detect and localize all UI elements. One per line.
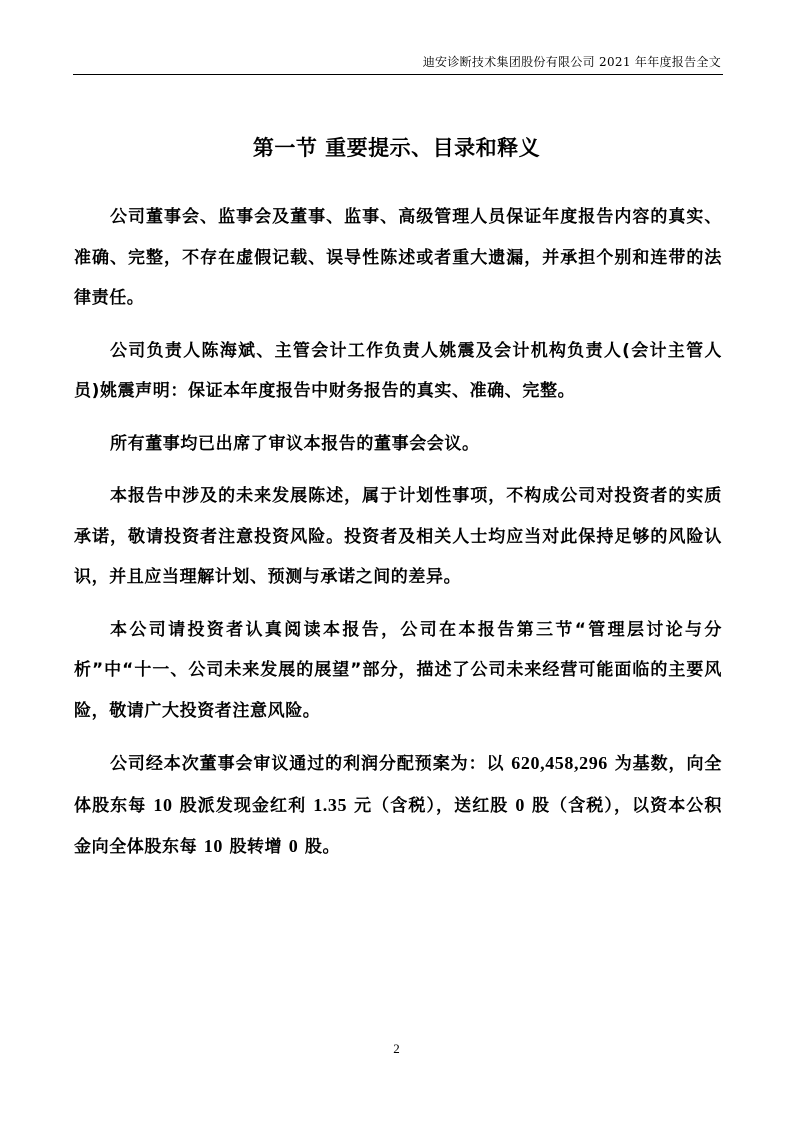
- paragraph-responsibility-statement: 公司董事会、监事会及董事、监事、高级管理人员保证年度报告内容的真实、准确、完整，不存在虚假记载、误导性陈述或者重大遗漏，并承担个别和连带的法律责任。: [74, 207, 722, 308]
- page-header: [73, 50, 723, 75]
- paragraph-financial-statement-declaration: 公司负责人陈海斌、主管会计工作负责人姚震及会计机构负责人(会计主管人员)姚震声明：保证本年度报告中财务报告的真实、准确、完整。: [74, 340, 722, 401]
- dividend-text-4: 元（含税），送红股: [347, 795, 516, 816]
- dividend-text-3: 股派发现金红利: [172, 795, 314, 816]
- paragraph-board-attendance: 所有董事均已出席了审议本报告的董事会会议。: [110, 433, 480, 454]
- dividend-text-5: 股（含税），以资本公积金向全体股东每: [74, 795, 722, 857]
- paragraph-dividend-plan: [74, 743, 722, 868]
- bonus-shares-value: 0: [515, 794, 526, 815]
- transfer-shares-value: 0: [288, 836, 299, 856]
- paragraph-forward-looking-disclaimer: 本报告中涉及的未来发展陈述，属于计划性事项，不构成公司对投资者的实质承诺，敬请投资者注意投资风险。投资者及相关人士均应当对此保持足够的风险认识，并且应当理解计划、预测与承诺之间的差异。: [74, 486, 722, 587]
- per-shares-value-2: 10: [203, 836, 223, 856]
- document-body: [74, 197, 722, 880]
- page-number: 2: [393, 1041, 400, 1056]
- dividend-text-7: 股。: [298, 837, 341, 857]
- paragraph-risk-reference: 本公司请投资者认真阅读本报告，公司在本报告第三节“管理层讨论与分析”中“十一、公司未来发展的展望”部分，描述了公司未来经营可能面临的主要风险，敬请广大投资者注意风险。: [74, 619, 722, 721]
- dividend-text-6: 股转增: [222, 837, 289, 857]
- cash-dividend-value: 1.35: [313, 794, 348, 815]
- per-shares-value-1: 10: [153, 794, 173, 815]
- dividend-text-2: 为基数，向全体股东每: [74, 754, 722, 816]
- section-title: 第一节 重要提示、目录和释义: [252, 136, 541, 160]
- dividend-text-1: 公司经本次董事会审议通过的利润分配预案为：以: [110, 754, 512, 774]
- base-shares-value: 620,458,296: [511, 753, 608, 773]
- running-title: 迪安诊断技术集团股份有限公司 2021 年年度报告全文: [422, 55, 721, 69]
